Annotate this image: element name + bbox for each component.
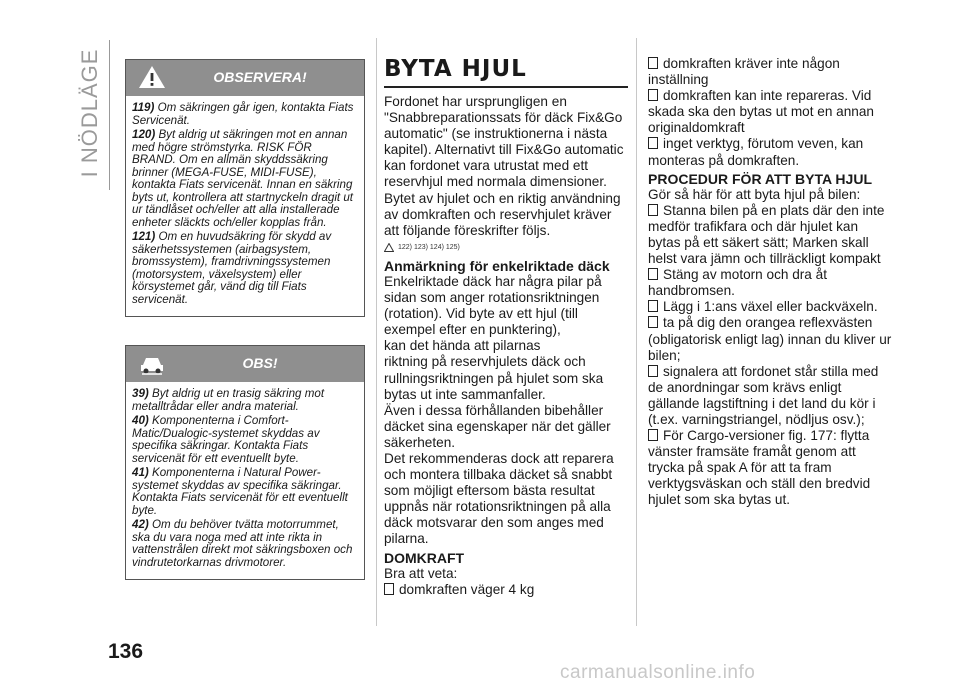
notice-box [125,345,365,580]
bullet-item: domkraften väger 4 kg [384,582,628,598]
bullet-icon [648,268,658,280]
bullet-icon [648,137,658,149]
warning-box [125,59,365,317]
paragraph: kan det hända att pilarnas [384,338,541,354]
notice-item: 41) Komponenterna i Natural Power-systemet skyddas av specifika säkringar. Kontakta Fiats servicenät för ett eventuellt byte. [132,466,348,517]
notice-body [126,382,364,579]
warning-title: OBSERVERA! [213,69,307,85]
bullet-icon [648,365,658,377]
column-divider [376,38,377,626]
paragraph: Även i dessa förhållanden bibehåller däcket sina egenskaper när det gäller säkerheten. [384,402,611,450]
bullet-item: Stäng av motorn och dra åt handbromsen. [648,267,827,299]
side-tab [70,40,110,190]
bullet-icon [384,583,394,595]
intro-paragraph: Fordonet har ursprungligen en "Snabbreparationssats för däck Fix&Go automatic" (se instruktionerna i nästa kapitel). Alternativt till Fix&Go automatic kan fordonet vara utrustat med ett reservhjul med normala dimensioner. [384,94,624,190]
bullet-item: inget verktyg, förutom veven, kan monteras på domkraften. [648,136,864,168]
notice-header [126,346,364,382]
bullet-item: ta på dig den orangea reflexvästen (obligatorisk enligt lag) innan du kliver ur bilen; [648,315,892,363]
bullet-icon [648,57,658,69]
right-column [648,56,893,509]
notice-item: 42) Om du behöver tvätta motorrummet, ska du vara noga med att inte rikta in vattenstrålen direkt mot säkringsboxen och vindrutetorkarnas drivmotorer. [132,518,353,569]
bullet-icon [648,89,658,101]
bullet-item: Stanna bilen på en plats där den inte medför trafikfara och där hjulet kan bytas på ett säkert sätt; Marken skall helst vara jämn och tillräckligt kompakt [648,202,885,267]
warning-small-icon [384,243,394,252]
page-title: BYTA HJUL [384,56,527,82]
bullet-item: Lägg i 1:ans växel eller backväxeln. [648,299,893,315]
paragraph: riktning på reservhjulets däck och rullningsriktningen på hjulet som ska bytas ut inte sammanfaller. [384,354,604,402]
bullet-item: domkraften kräver inte någon inställning [648,56,840,88]
page-number: 136 [108,640,144,663]
warning-header [126,60,364,96]
paragraph: Enkelriktade däck har några pilar på sidan som anger rotationsriktningen (rotation). Vid byte av ett hjul (till exempel efter en punktering), [384,273,602,338]
title-rule [384,86,628,88]
notice-item: 40) Komponenterna i Comfort-Matic/Dualogic-systemet skyddas av specifika säkringar. Kontakta Fiats servicenät för ett eventuellt byte. [132,414,320,465]
bullet-icon [648,316,658,328]
warning-refs: 122) 123) 124) 125) [384,240,628,256]
bullet-icon [648,429,658,441]
warning-body [126,96,364,316]
notice-item: 39) Byt aldrig ut en trasig säkring mot metalltrådar eller andra material. [132,387,325,413]
subheading: Anmärkning för enkelriktade däck [384,257,610,274]
paragraph: Bra att veta: [384,565,458,581]
column-divider [636,38,637,626]
bullet-item: För Cargo-versioner fig. 177: flytta vänster framsäte framåt genom att trycka på spak A för att ta fram verktygsväskan och ställ den bredvid hjulet som ska bytas ut. [648,428,871,508]
bullet-item: signalera att fordonet står stilla med de anordningar som krävs enligt gällande lagstiftning i det land du kör i (t.ex. varningstriangel, nödljus osv.); [648,363,879,427]
bullet-icon [648,300,658,312]
subheading: PROCEDUR FÖR ATT BYTA HJUL [648,170,872,187]
warning-item: 119) Om säkringen går igen, kontakta Fiats Servicenät. [132,101,354,127]
section-label: I NÖDLÄGE [77,48,102,178]
paragraph: Det rekommenderas dock att reparera och montera tillbaka däcket så snabbt som möjligt eftersom bästa resultat uppnås när rotationsriktningen på alla däck motsvarar den som anges med pilarna. [384,450,614,547]
bullet-item: domkraften kan inte repareras. Vid skada ska den bytas ut mot en annan originaldomkraft [648,88,874,136]
intro-paragraph: Bytet av hjulet och en riktig användning av domkraften och reservhjulet kräver att följande föreskrifter följs. [384,190,621,238]
footer-watermark: carmanualsonline.info [560,662,756,683]
side-tab-rule [109,40,110,190]
paragraph: Gör så här för att byta hjul på bilen: [648,186,861,202]
warning-item: 121) Om en huvudsäkring för skydd av säkerhetssystemen (airbagsystem, bromssystem), framdrivningssystemen (motorsystem, växelsystem) eller körsystemet går, vänd dig till Fiats servicenät. [132,230,332,306]
bullet-icon [648,204,658,216]
subheading: DOMKRAFT [384,549,465,566]
notice-title: OBS! [242,355,278,371]
warning-item: 120) Byt aldrig ut säkringen mot en annan med högre strömstyrka. RISK FÖR BRAND. Om en allmän skyddssäkring brinner (MEGA-FUSE, MIDI-FUSE), kontakta Fiats servicenät. Innan en säkring byts ut, kontrollera att startnyckeln dragit ut ur tändlåset och/eller att alla installerade enheter släckts och/eller kopplas från. [132,128,354,229]
middle-column [384,56,628,598]
